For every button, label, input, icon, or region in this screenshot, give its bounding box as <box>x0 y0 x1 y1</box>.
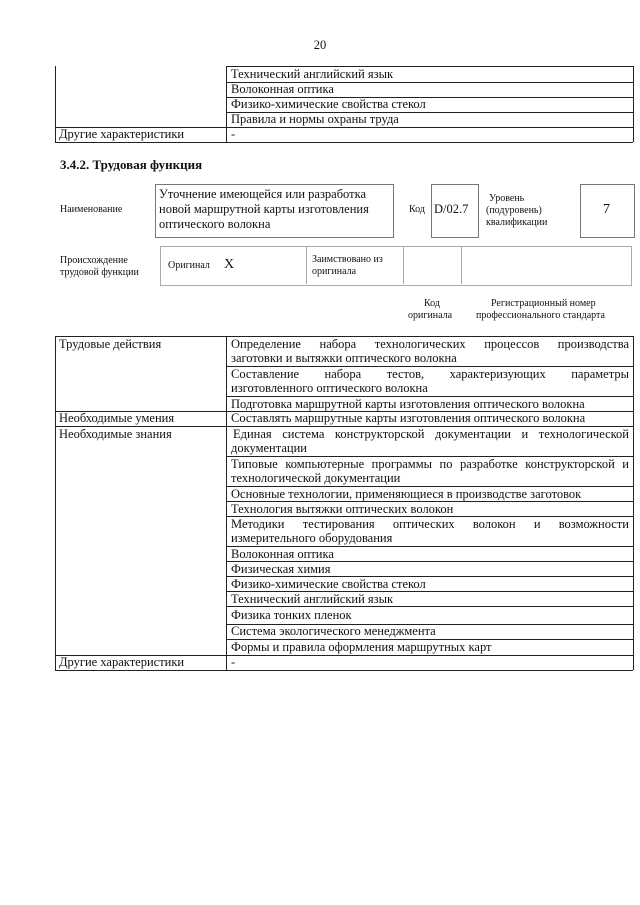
other-label: Другие характеристики <box>59 655 185 669</box>
level-label-2: (подуровень) <box>486 205 542 216</box>
level-label-1: Уровень <box>489 193 525 204</box>
labor-actions-label: Трудовые действия <box>59 337 162 351</box>
labor-action-1-line-2: заготовки и вытяжки оптического волокна <box>231 351 457 365</box>
code-value: D/02.7 <box>434 202 469 216</box>
top-other-label: Другие характеристики <box>59 127 185 141</box>
reg-caption-1: Регистрационный номер <box>491 298 596 309</box>
borrowed-label-2: оригинала <box>312 266 357 277</box>
original-label: Оригинал <box>168 260 210 271</box>
top-row-2: Волоконная оптика <box>231 82 334 96</box>
code-caption-2: оригинала <box>408 310 453 321</box>
top-row-1: Технический английский язык <box>231 67 394 81</box>
top-row-4: Правила и нормы охраны труда <box>231 112 399 126</box>
knowledge-5-line-2: измерительного оборудования <box>231 531 393 545</box>
level-value: 7 <box>603 202 610 217</box>
top-other-value: - <box>231 127 236 141</box>
knowledge-1-line-1: Единая система конструкторской документации и технологической <box>233 427 629 441</box>
level-label-3: квалификации <box>486 217 548 228</box>
code-label: Код <box>409 204 425 215</box>
knowledge-9: Технический английский язык <box>231 592 394 606</box>
labor-action-1-line-1: Определение набора технологических процессов производства <box>231 337 629 351</box>
name-line-2: новой маршрутной карты изготовления <box>159 202 369 216</box>
labor-action-2-line-2: изготовленного оптического волокна <box>231 381 428 395</box>
original-mark: X <box>224 257 235 272</box>
labor-action-2-line-1: Составление набора тестов, характеризующих параметры <box>231 367 629 381</box>
origin-label-1: Происхождение <box>60 255 128 266</box>
knowledge-2-line-1: Типовые компьютерные программы по разработке конструкторской и <box>231 457 629 471</box>
name-label: Наименование <box>60 204 123 215</box>
top-row-3: Физико-химические свойства стекол <box>231 97 426 111</box>
name-line-3: оптического волокна <box>159 217 271 231</box>
other-value: - <box>231 655 236 669</box>
knowledge-11: Система экологического менеджмента <box>231 624 436 638</box>
knowledge-7: Физическая химия <box>231 562 331 576</box>
knowledge-4: Технология вытяжки оптических волокон <box>231 502 454 516</box>
skill-1: Составлять маршрутные карты изготовления оптического волокна <box>231 411 586 425</box>
knowledge-6: Волоконная оптика <box>231 547 334 561</box>
labor-action-3: Подготовка маршрутной карты изготовления оптического волокна <box>231 397 585 411</box>
knowledge-3: Основные технологии, применяющиеся в производстве заготовок <box>231 487 582 501</box>
reg-caption-2: профессионального стандарта <box>476 310 605 321</box>
page-number: 20 <box>313 38 327 52</box>
name-line-1: Уточнение имеющейся или разработка <box>159 187 367 201</box>
code-caption-1: Код <box>424 298 440 309</box>
knowledge-5-line-1: Методики тестирования оптических волокон и возможности <box>231 517 629 531</box>
knowledge-12: Формы и правила оформления маршрутных карт <box>231 640 492 654</box>
borrowed-label-1: Заимствовано из <box>312 254 383 265</box>
skills-label: Необходимые умения <box>59 411 175 425</box>
knowledge-10: Физика тонких пленок <box>231 608 352 622</box>
origin-label-2: трудовой функции <box>60 267 139 278</box>
knowledge-8: Физико-химические свойства стекол <box>231 577 426 591</box>
section-title: 3.4.2. Трудовая функция <box>60 157 203 172</box>
knowledge-2-line-2: технологической документации <box>231 471 401 485</box>
knowledge-label: Необходимые знания <box>59 427 172 441</box>
knowledge-1-line-2: документации <box>231 441 307 455</box>
